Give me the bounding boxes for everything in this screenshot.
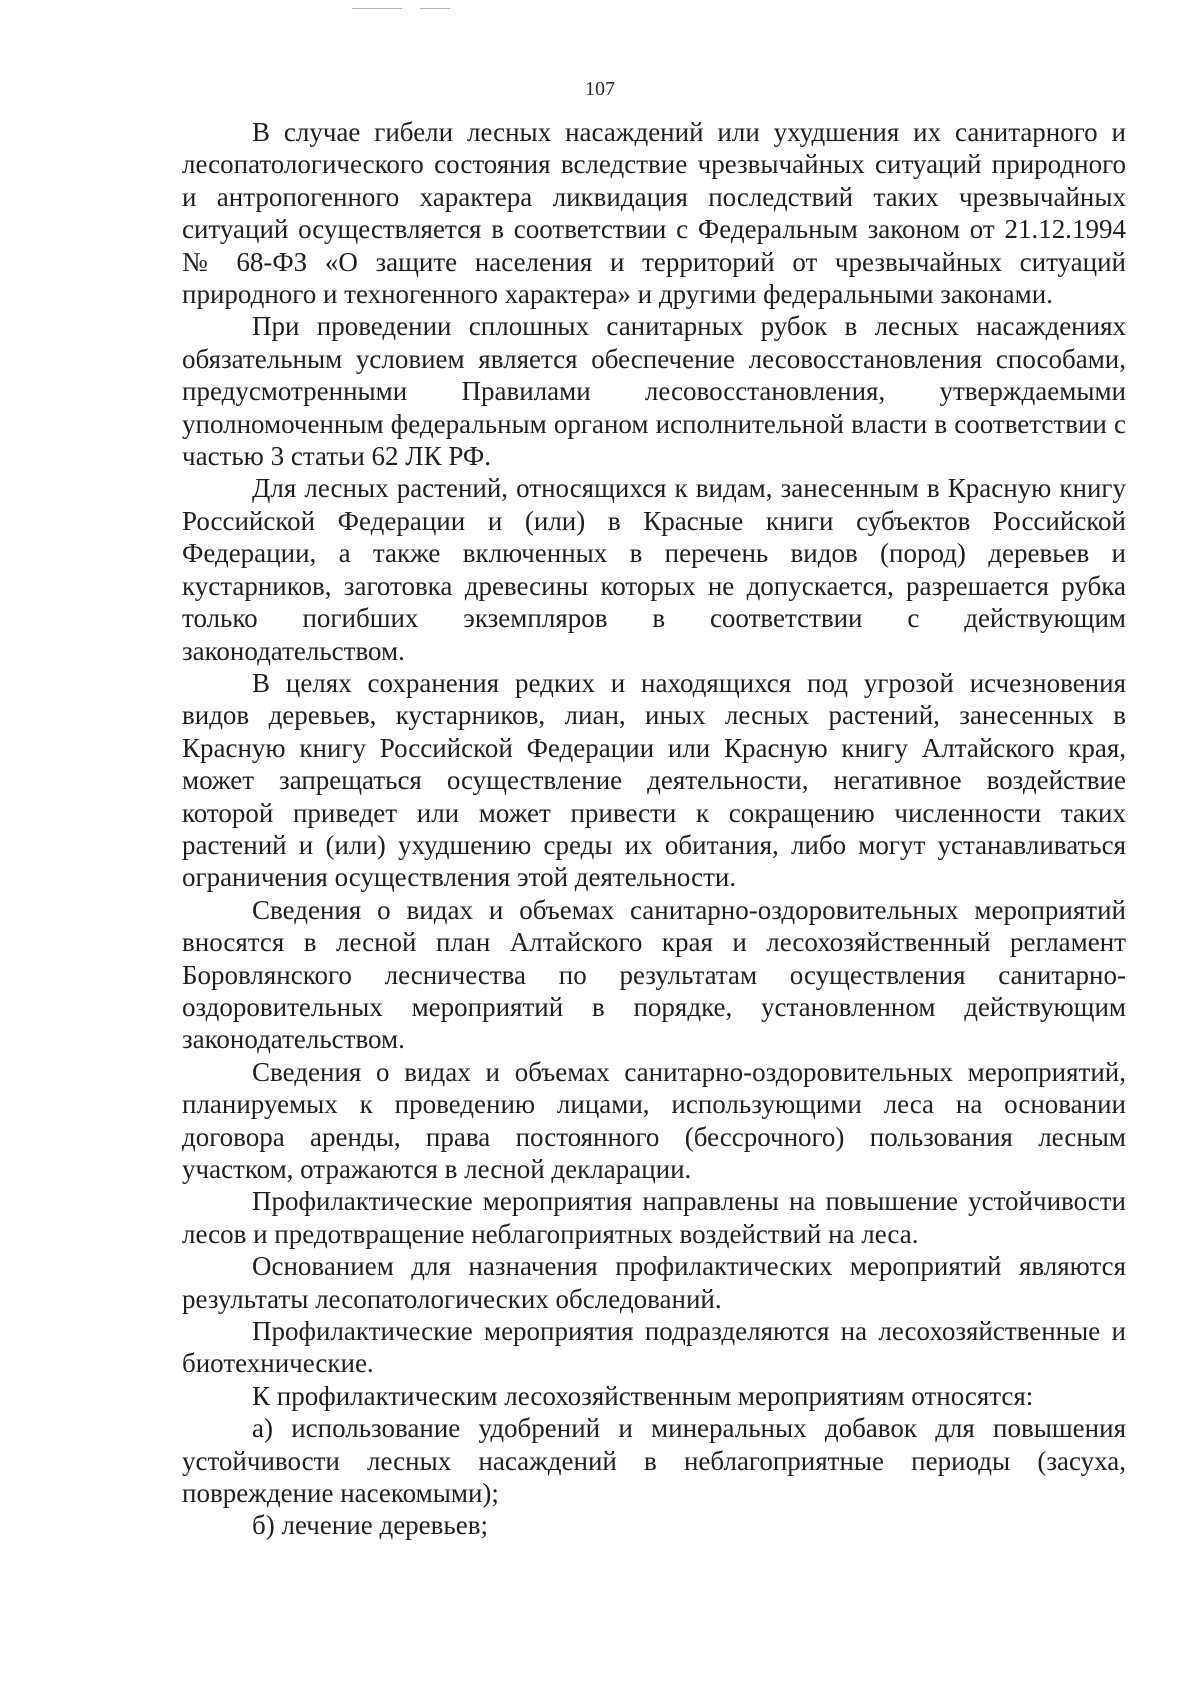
paragraph: Основанием для назначения профилактических мероприятий являются результаты лесопатологических обследований. [182, 1251, 1126, 1314]
list-item: б) лечение деревьев; [252, 1510, 488, 1541]
paragraph: Сведения о видах и объемах санитарно-оздоровительных мероприятий вносятся в лесной план Алтайского края и лесохозяйственный регламент Боровлянского лесничества по результатам осуществления санитарно-оздоровительных мероприятий в порядке, установленном действующим законодательством. [182, 894, 1126, 1055]
scan-artifact [420, 8, 450, 9]
paragraph: К профилактическим лесохозяйственным мероприятиям относятся: [252, 1380, 1034, 1411]
paragraph: Профилактические мероприятия направлены на повышение устойчивости лесов и предотвращение неблагоприятных воздействий на леса. [182, 1186, 1126, 1249]
paragraph: В целях сохранения редких и находящихся под угрозой исчезновения видов деревьев, кустарников, лиан, иных лесных растений, занесенных в Красную книгу Российской Федерации или Красную книгу Алтайского края, может запрещаться осуществление деятельности, негативное воздействие которой приведет или может привести к сокращению численности таких растений и (или) ухудшению среды их обитания, либо могут устанавливаться ограничения осуществления этой деятельности. [182, 667, 1126, 893]
paragraph: Профилактические мероприятия подразделяются на лесохозяйственные и биотехнические. [182, 1316, 1126, 1379]
paragraph: В случае гибели лесных насаждений или ухудшения их санитарного и лесопатологического состояния вследствие чрезвычайных ситуаций природного и антропогенного характера ликвидация последствий таких чрезвычайных ситуаций осуществляется в соответствии с Федеральным законом от 21.12.1994 № 68-ФЗ «О защите населения и территорий от чрезвычайных ситуаций природного и техногенного характера» и другими федеральными законами. [182, 117, 1126, 310]
paragraph: Сведения о видах и объемах санитарно-оздоровительных мероприятий, планируемых к проведению лицами, использующими леса на основании договора аренды, права постоянного (бессрочного) пользования лесным участком, отражаются в лесной декларации. [182, 1056, 1126, 1184]
paragraph: При проведении сплошных санитарных рубок в лесных насаждениях обязательным условием является обеспечение лесовосстановления способами, предусмотренными Правилами лесовосстановления, утверждаемыми уполномоченным федеральным органом исполнительной власти в соответствии с частью 3 статьи 62 ЛК РФ. [182, 311, 1126, 472]
document-body [182, 116, 1126, 1542]
paragraph: Для лесных растений, относящихся к видам, занесенным в Красную книгу Российской Федерации и (или) в Красные книги субъектов Российской Федерации, а также включенных в перечень видов (пород) деревьев и кустарников, заготовка древесины которых не допускается, разрешается рубка только погибших экземпляров в соответствии с действующим законодательством. [182, 473, 1126, 666]
list-item: а) использование удобрений и минеральных добавок для повышения устойчивости лесных насаждений в неблагоприятные периоды (засуха, повреждение насекомыми); [182, 1413, 1126, 1509]
page-number: 107 [585, 78, 615, 100]
scan-artifact [352, 8, 402, 9]
